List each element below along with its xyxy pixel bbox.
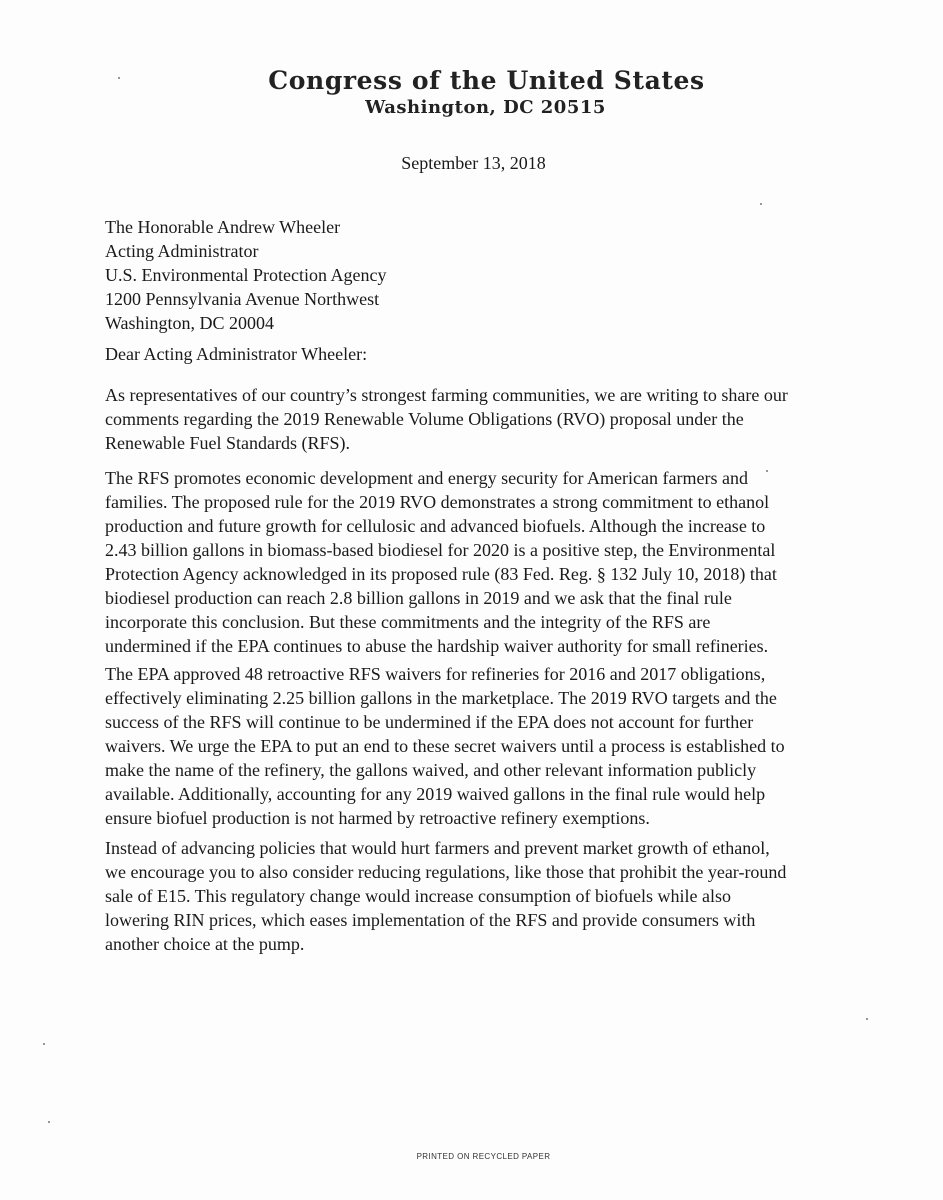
recipient-street: 1200 Pennsylvania Avenue Northwest xyxy=(105,289,380,309)
recycled-paper-footer: PRINTED ON RECYCLED PAPER xyxy=(416,1152,551,1161)
paragraph-text: Instead of advancing policies that would hurt farmers and prevent market growth of ethanol, we encourage you to also consider reducing regulations, like those that prohibit the year-round sale of E15. This regulatory change would increase consumption of biofuels while also lowering RIN prices, which eases implementation of the RFS and provide consumers with another choice at the pump. xyxy=(105,838,787,954)
letterhead-title: Congress of the United States xyxy=(268,66,705,95)
scan-speck xyxy=(48,1121,50,1123)
scan-speck xyxy=(43,1043,45,1045)
salutation: Dear Acting Administrator Wheeler: xyxy=(105,344,368,364)
scan-speck xyxy=(760,203,762,205)
scan-speck xyxy=(118,77,120,79)
paragraph-rfs-benefits xyxy=(105,466,795,658)
scan-speck xyxy=(766,470,768,472)
scan-speck xyxy=(866,1018,868,1020)
paragraph-intro xyxy=(105,383,795,455)
recipient-agency: U.S. Environmental Protection Agency xyxy=(105,265,387,285)
paragraph-text: The EPA approved 48 retroactive RFS waivers for refineries for 2016 and 2017 obligations, effectively eliminating 2.25 billion gallons in the marketplace. The 2019 RVO targets and the success of the RFS will continue to be undermined if the EPA does not account for further waivers. We urge the EPA to put an end to these secret waivers until a process is established to make the name of the refinery, the gallons waived, and other relevant information publicly available. Additionally, accounting for any 2019 waived gallons in the final rule would help ensure biofuel production is not harmed by retroactive refinery exemptions. xyxy=(105,664,785,828)
paragraph-text: As representatives of our country’s strongest farming communities, we are writing to share our comments regarding the 2019 Renewable Volume Obligations (RVO) proposal under the Renewable Fuel Standards (RFS). xyxy=(105,385,788,453)
recipient-name: The Honorable Andrew Wheeler xyxy=(105,217,341,237)
paragraph-e15 xyxy=(105,836,795,956)
letterhead xyxy=(0,66,943,120)
recipient-address xyxy=(105,215,795,335)
paragraph-text: The RFS promotes economic development and energy security for American farmers and families. The proposed rule for the 2019 RVO demonstrates a strong commitment to ethanol production and future growth for cellulosic and advanced biofuels. Although the increase to 2.43 billion gallons in biomass-based biodiesel for 2020 is a positive step, the Environmental Protection Agency acknowledged in its proposed rule (83 Fed. Reg. § 132 July 10, 2018) that biodiesel production can reach 2.8 billion gallons in 2019 and we ask that the final rule incorporate this conclusion. But these commitments and the integrity of the RFS are undermined if the EPA continues to abuse the hardship waiver authority for small refineries. xyxy=(105,468,777,656)
recipient-title: Acting Administrator xyxy=(105,241,259,261)
letterhead-location: Washington, DC 20515 xyxy=(365,97,606,118)
paragraph-waivers xyxy=(105,662,795,830)
letter-date: September 13, 2018 xyxy=(401,153,546,173)
recipient-city: Washington, DC 20004 xyxy=(105,313,275,333)
